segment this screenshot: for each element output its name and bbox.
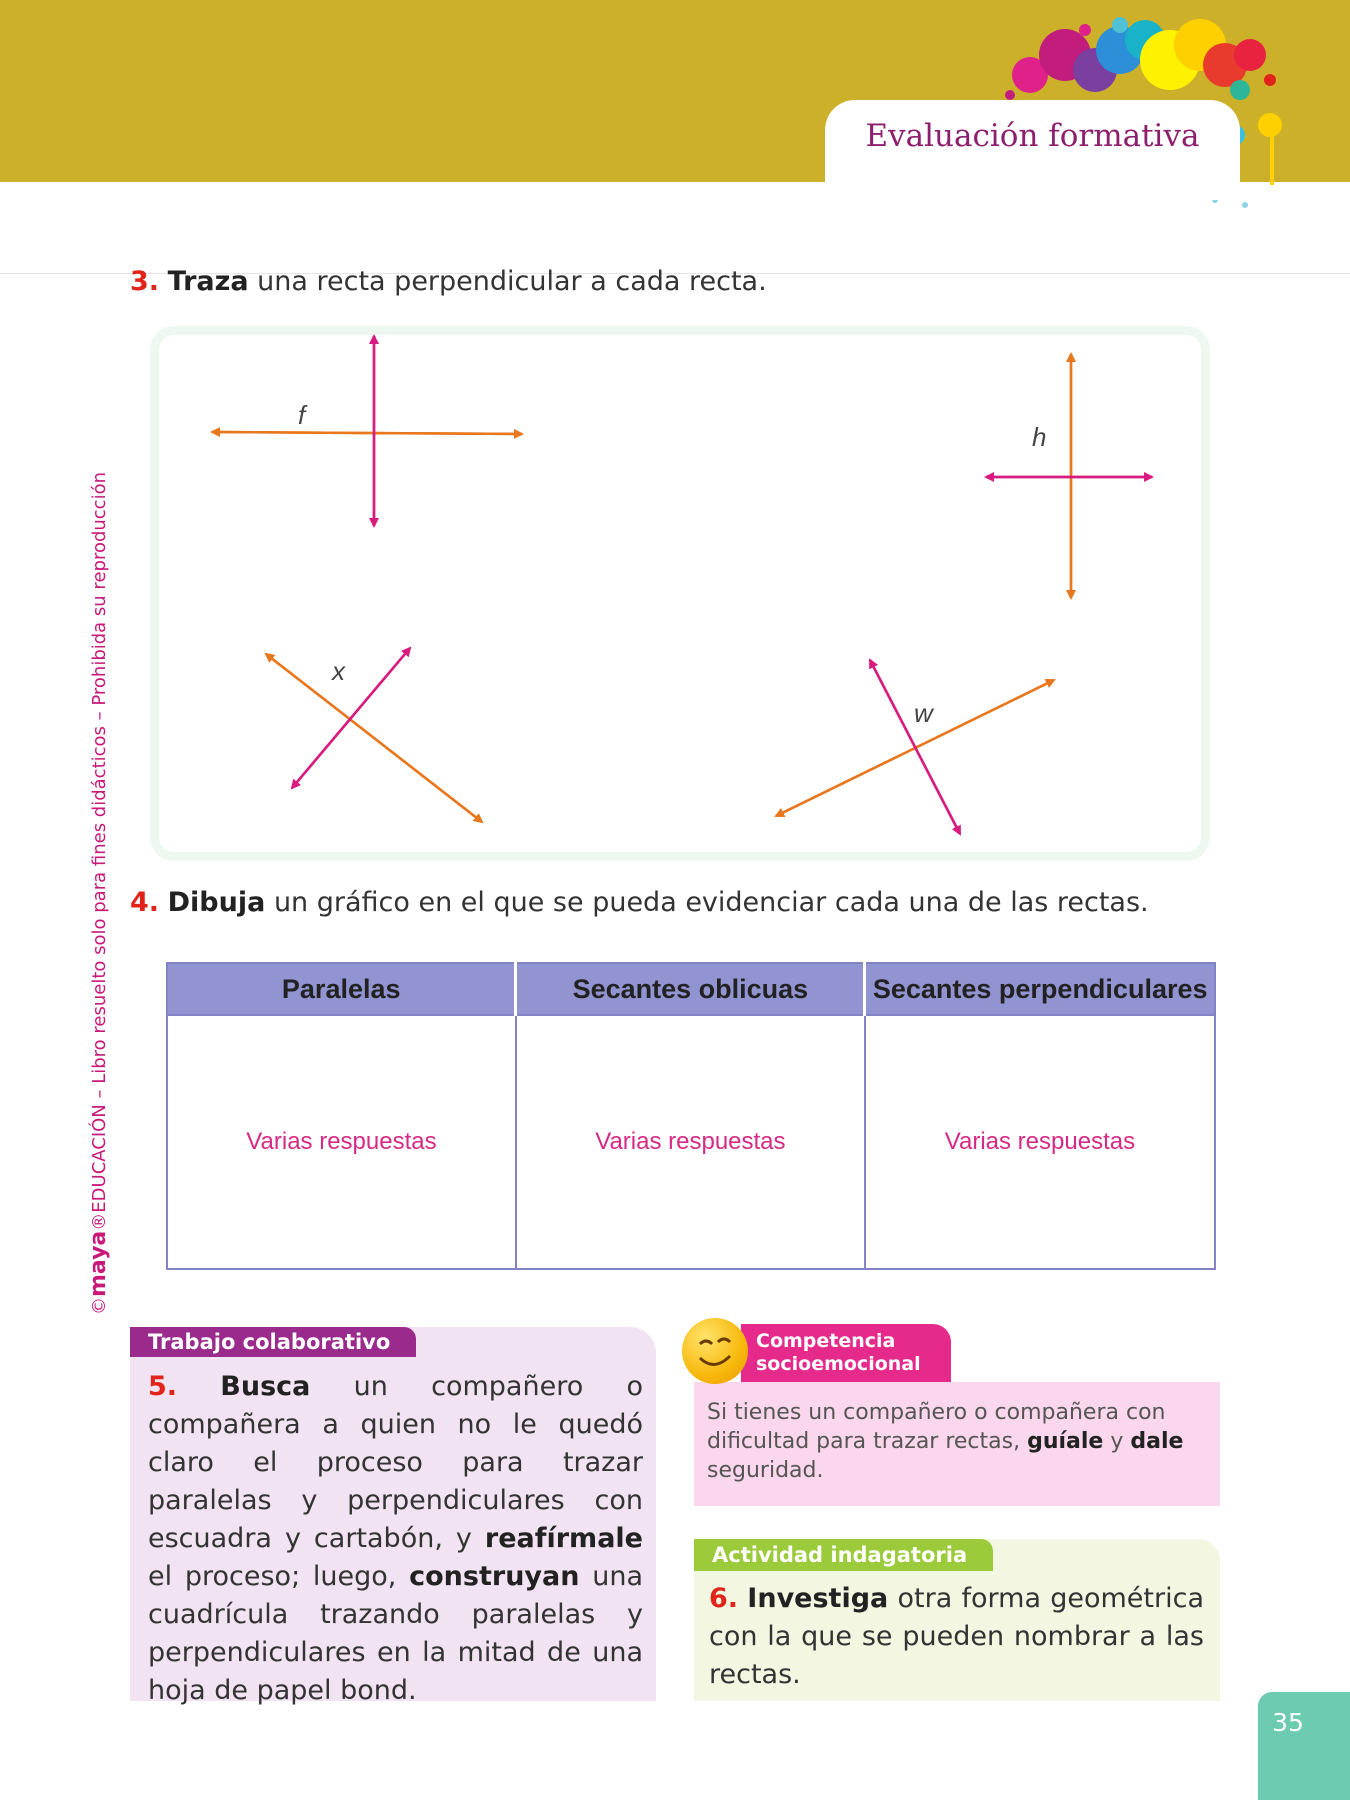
question-text: otra forma geométrica con la que se pueden nombrar a las rectas. bbox=[709, 1583, 1204, 1690]
question-verb: Dibuja bbox=[167, 887, 266, 918]
socio-title-line: socioemocional bbox=[756, 1353, 921, 1375]
label-h: h bbox=[1032, 422, 1047, 452]
question-bold-word: reafírmale bbox=[484, 1523, 643, 1554]
socio-text-part: seguridad. bbox=[707, 1458, 824, 1483]
socio-title-line: Competencia bbox=[756, 1330, 896, 1352]
header-secantes-perpendiculares: Secantes perpendiculares bbox=[865, 963, 1215, 1015]
question-text: un compañero o compañera a quien no le quedó claro el proceso para trazar paralelas y perpendiculares con escuadra y cartabón, y bbox=[148, 1371, 643, 1554]
smiley-icon bbox=[682, 1318, 748, 1384]
question-number: 4. bbox=[130, 887, 160, 918]
question-verb: Busca bbox=[220, 1371, 311, 1402]
question-text: una cuadrícula trazando paralelas y perpendiculares en la mitad de una hoja de papel bond. bbox=[148, 1561, 643, 1706]
brand-logo: maya bbox=[86, 1230, 111, 1297]
socio-title bbox=[756, 1330, 921, 1376]
table-row bbox=[167, 1015, 1215, 1269]
answer-cell-secantes-oblicuas[interactable]: Varias respuestas bbox=[516, 1015, 865, 1269]
question-4 bbox=[130, 887, 1149, 918]
answer-table bbox=[166, 962, 1216, 1270]
perpendicular-x-end bbox=[292, 648, 410, 788]
answer-cell-paralelas[interactable]: Varias respuestas bbox=[167, 1015, 516, 1269]
question-verb: Traza bbox=[167, 266, 249, 297]
socio-text-part: y bbox=[1110, 1429, 1124, 1454]
question-text: un gráfico en el que se pueda evidenciar cada una de las rectas. bbox=[273, 887, 1149, 918]
label-f: f bbox=[298, 400, 306, 430]
page-number: 35 bbox=[1272, 1708, 1304, 1737]
question-number: 3. bbox=[130, 266, 160, 297]
copyright-text: EDUCACIÓN – Libro resuelto solo para fines didácticos – Prohibida su reproducción bbox=[89, 471, 110, 1213]
question-6 bbox=[709, 1580, 1204, 1694]
registered-symbol: ® bbox=[89, 1212, 110, 1231]
header-paralelas: Paralelas bbox=[167, 963, 516, 1015]
table-header-row bbox=[167, 963, 1215, 1015]
question-number: 5. bbox=[148, 1371, 178, 1402]
socio-text bbox=[707, 1398, 1207, 1485]
perpendicular-w-end bbox=[870, 660, 960, 834]
copyright-symbol: © bbox=[89, 1297, 110, 1315]
lines-figure bbox=[150, 326, 1210, 861]
socio-bold-word: guíale bbox=[1027, 1429, 1104, 1454]
question-text: el proceso; luego, bbox=[148, 1561, 397, 1592]
socio-bold-word: dale bbox=[1130, 1429, 1184, 1454]
line-x-end bbox=[266, 654, 482, 822]
section-title: Evaluación formativa bbox=[865, 118, 1200, 154]
answer-cell-secantes-perpendiculares[interactable]: Varias respuestas bbox=[865, 1015, 1215, 1269]
collab-tag: Trabajo colaborativo bbox=[130, 1327, 416, 1357]
question-bold-word: construyan bbox=[409, 1561, 580, 1592]
socio-text-part: Si tienes un compañero o compañera con dificultad para trazar rectas, bbox=[707, 1400, 1166, 1454]
question-verb: Investiga bbox=[747, 1583, 889, 1614]
header-secantes-oblicuas: Secantes oblicuas bbox=[516, 963, 865, 1015]
label-w: w bbox=[914, 698, 933, 728]
question-text: una recta perpendicular a cada recta. bbox=[257, 266, 767, 297]
copyright-note bbox=[86, 472, 111, 1315]
question-3 bbox=[130, 266, 767, 297]
indag-tag: Actividad indagatoria bbox=[694, 1539, 993, 1571]
line-f-end bbox=[212, 432, 522, 434]
question-5 bbox=[148, 1368, 643, 1710]
label-x: x bbox=[332, 656, 345, 686]
question-number: 6. bbox=[709, 1583, 739, 1614]
